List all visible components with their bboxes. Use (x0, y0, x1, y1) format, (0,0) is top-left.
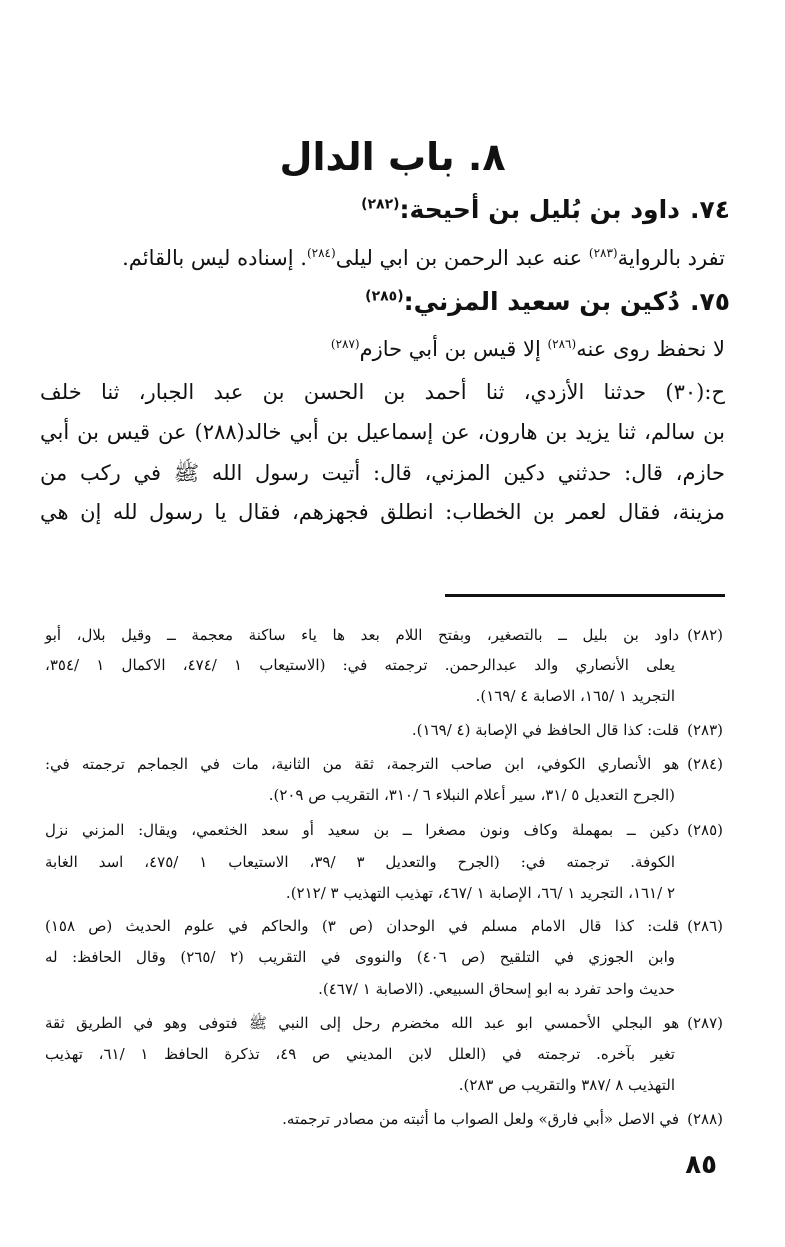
footnote-number: (٢٨٥) (687, 821, 723, 839)
footnote-line (45, 917, 723, 935)
footnote-line: وابن الجوزي في التلقيح (ص ٤٠٦) والنووى في التقريب (٢ /٢٦٥) وقال الحافظ: له (45, 948, 676, 966)
text-run: تفرد بالرواية (617, 246, 725, 270)
footnote-text: قلت: كذا قال الامام مسلم في الوحدان (ص ٣) والحاكم في علوم الحديث (ص ١٥٨) (45, 917, 680, 935)
footnote-number: (٢٨٢) (687, 626, 723, 644)
footnote-line (45, 821, 723, 839)
entry-name: دُكين بن سعيد المزني: (403, 287, 680, 316)
footnote-text: هو الأنصاري الكوفي، ابن صاحب الترجمة، ثقة من الثانية، مات في الجماجم ترجمته في: (45, 755, 680, 773)
hadith-line: بن سالم، ثنا يزيد بن هارون، عن إسماعيل بن أبي خالد(٢٨٨) عن قيس بن أبي (40, 420, 725, 444)
entry-text (40, 246, 725, 270)
chapter-title: ٨. باب الدال (279, 135, 506, 179)
footnote-ref[interactable]: (٢٨٦) (547, 337, 577, 351)
text-run: لا نحفظ روى عنه (576, 337, 725, 361)
footnote-line: التهذيب ٨ /٣٨٧ والتقريب ص ٢٨٣). (458, 1076, 675, 1094)
footnote-text: هو البجلي الأحمسي ابو عبد الله مخضرم رحل إلى النبي ﷺ فتوفى وهو في الطريق ثقة (45, 1014, 680, 1032)
footnote-line: (الجرح التعديل ٥ /٣١، سير أعلام النبلاء ٦ /٣١٠، التقريب ص ٢٠٩). (268, 786, 675, 804)
footnote-line (45, 721, 723, 739)
entry-heading (40, 195, 730, 224)
footnote-text: في الاصل «أبي فارق» ولعل الصواب ما أثبته من مصادر ترجمته. (282, 1110, 680, 1128)
text-run: . إسناده ليس بالقائم. (122, 246, 307, 270)
entry-text (40, 337, 725, 361)
footnote-line: التجريد ١ /١٦٥، الاصابة ٤ /١٦٩). (475, 687, 675, 705)
text-run: عنه عبد الرحمن بن ابي ليلى (335, 246, 589, 270)
footnote-line: يعلى الأنصاري والد عبدالرحمن. ترجمته في: (الاستيعاب ١ /٤٧٤، الاكمال ١ /٣٥٤، (45, 656, 675, 674)
footnote-number: (٢٨٣) (687, 721, 723, 739)
footnote-ref[interactable]: (٢٨٤) (306, 246, 336, 260)
footnote-line (45, 1110, 723, 1128)
footnote-ref[interactable]: (٢٨٥) (365, 288, 404, 305)
footnote-line: الكوفة. ترجمته في: (الجرح والتعديل ٣ /٣٩، الاستيعاب ١ /٤٧٥، اسد الغابة (45, 853, 676, 871)
footnote-number: (٢٨٦) (687, 917, 723, 935)
footnote-number: (٢٨٧) (687, 1014, 723, 1032)
hadith-line: حازم، قال: حدثني دكين المزني، قال: أتيت رسول الله ﷺ في ركب من (40, 461, 725, 485)
entry-heading (40, 287, 730, 316)
hadith-line: مزينة، فقال لعمر بن الخطاب: انطلق فجهزهم، فقال يا رسول لله إن هي (40, 500, 725, 524)
footnote-text: قلت: كذا قال الحافظ في الإصابة (٤ /١٦٩). (411, 721, 680, 739)
footnote-line (45, 1014, 723, 1036)
footnote-number: (٢٨٨) (687, 1110, 723, 1128)
footnote-text: دكين ــ بمهملة وكاف ونون مصغرا ــ بن سعيد أو سعد الخثعمي، ويقال: المزني نزل (45, 821, 680, 839)
footnote-ref[interactable]: (٢٨٢) (361, 196, 400, 213)
footnote-line (45, 626, 723, 644)
footnote-number: (٢٨٤) (687, 755, 723, 773)
footnote-ref[interactable]: (٢٨٣) (588, 246, 618, 260)
footnote-line: تغير بآخره. ترجمته في (العلل لابن المديني ص ٤٩، تذكرة الحافظ ١ /٦١، تهذيب (45, 1045, 675, 1063)
footnote-line: حديث واحد تفرد به ابو إسحاق السبيعي. (الاصابة ١ /٤٦٧). (318, 980, 675, 998)
hadith-line: ح:(٣٠) حدثنا الأزدي، ثنا أحمد بن الحسن بن عبد الجبار، ثنا خلف (40, 380, 725, 404)
footnote-ref[interactable]: (٢٨٧) (330, 337, 360, 351)
entry-name: داود بن بُليل بن أحيحة: (399, 195, 680, 224)
footnote-line (45, 755, 723, 773)
footnote-text: داود بن بليل ــ بالتصغير، وبفتح اللام بعد ها ياء ساكنة معجمة ــ وقيل بلال، أبو (45, 626, 680, 644)
entry-number: ٧٥. (689, 287, 730, 316)
page-number: ٨٥ (685, 1150, 717, 1180)
text-run: إلا قيس بن أبي حازم (359, 337, 548, 361)
footnote-divider (445, 594, 725, 597)
footnote-line: ٢ /١٦١، التجريد ١ /٦٦، الإصابة ١ /٤٦٧، تهذيب التهذيب ٣ /٢١٢). (285, 884, 675, 902)
entry-number: ٧٤. (689, 195, 730, 224)
